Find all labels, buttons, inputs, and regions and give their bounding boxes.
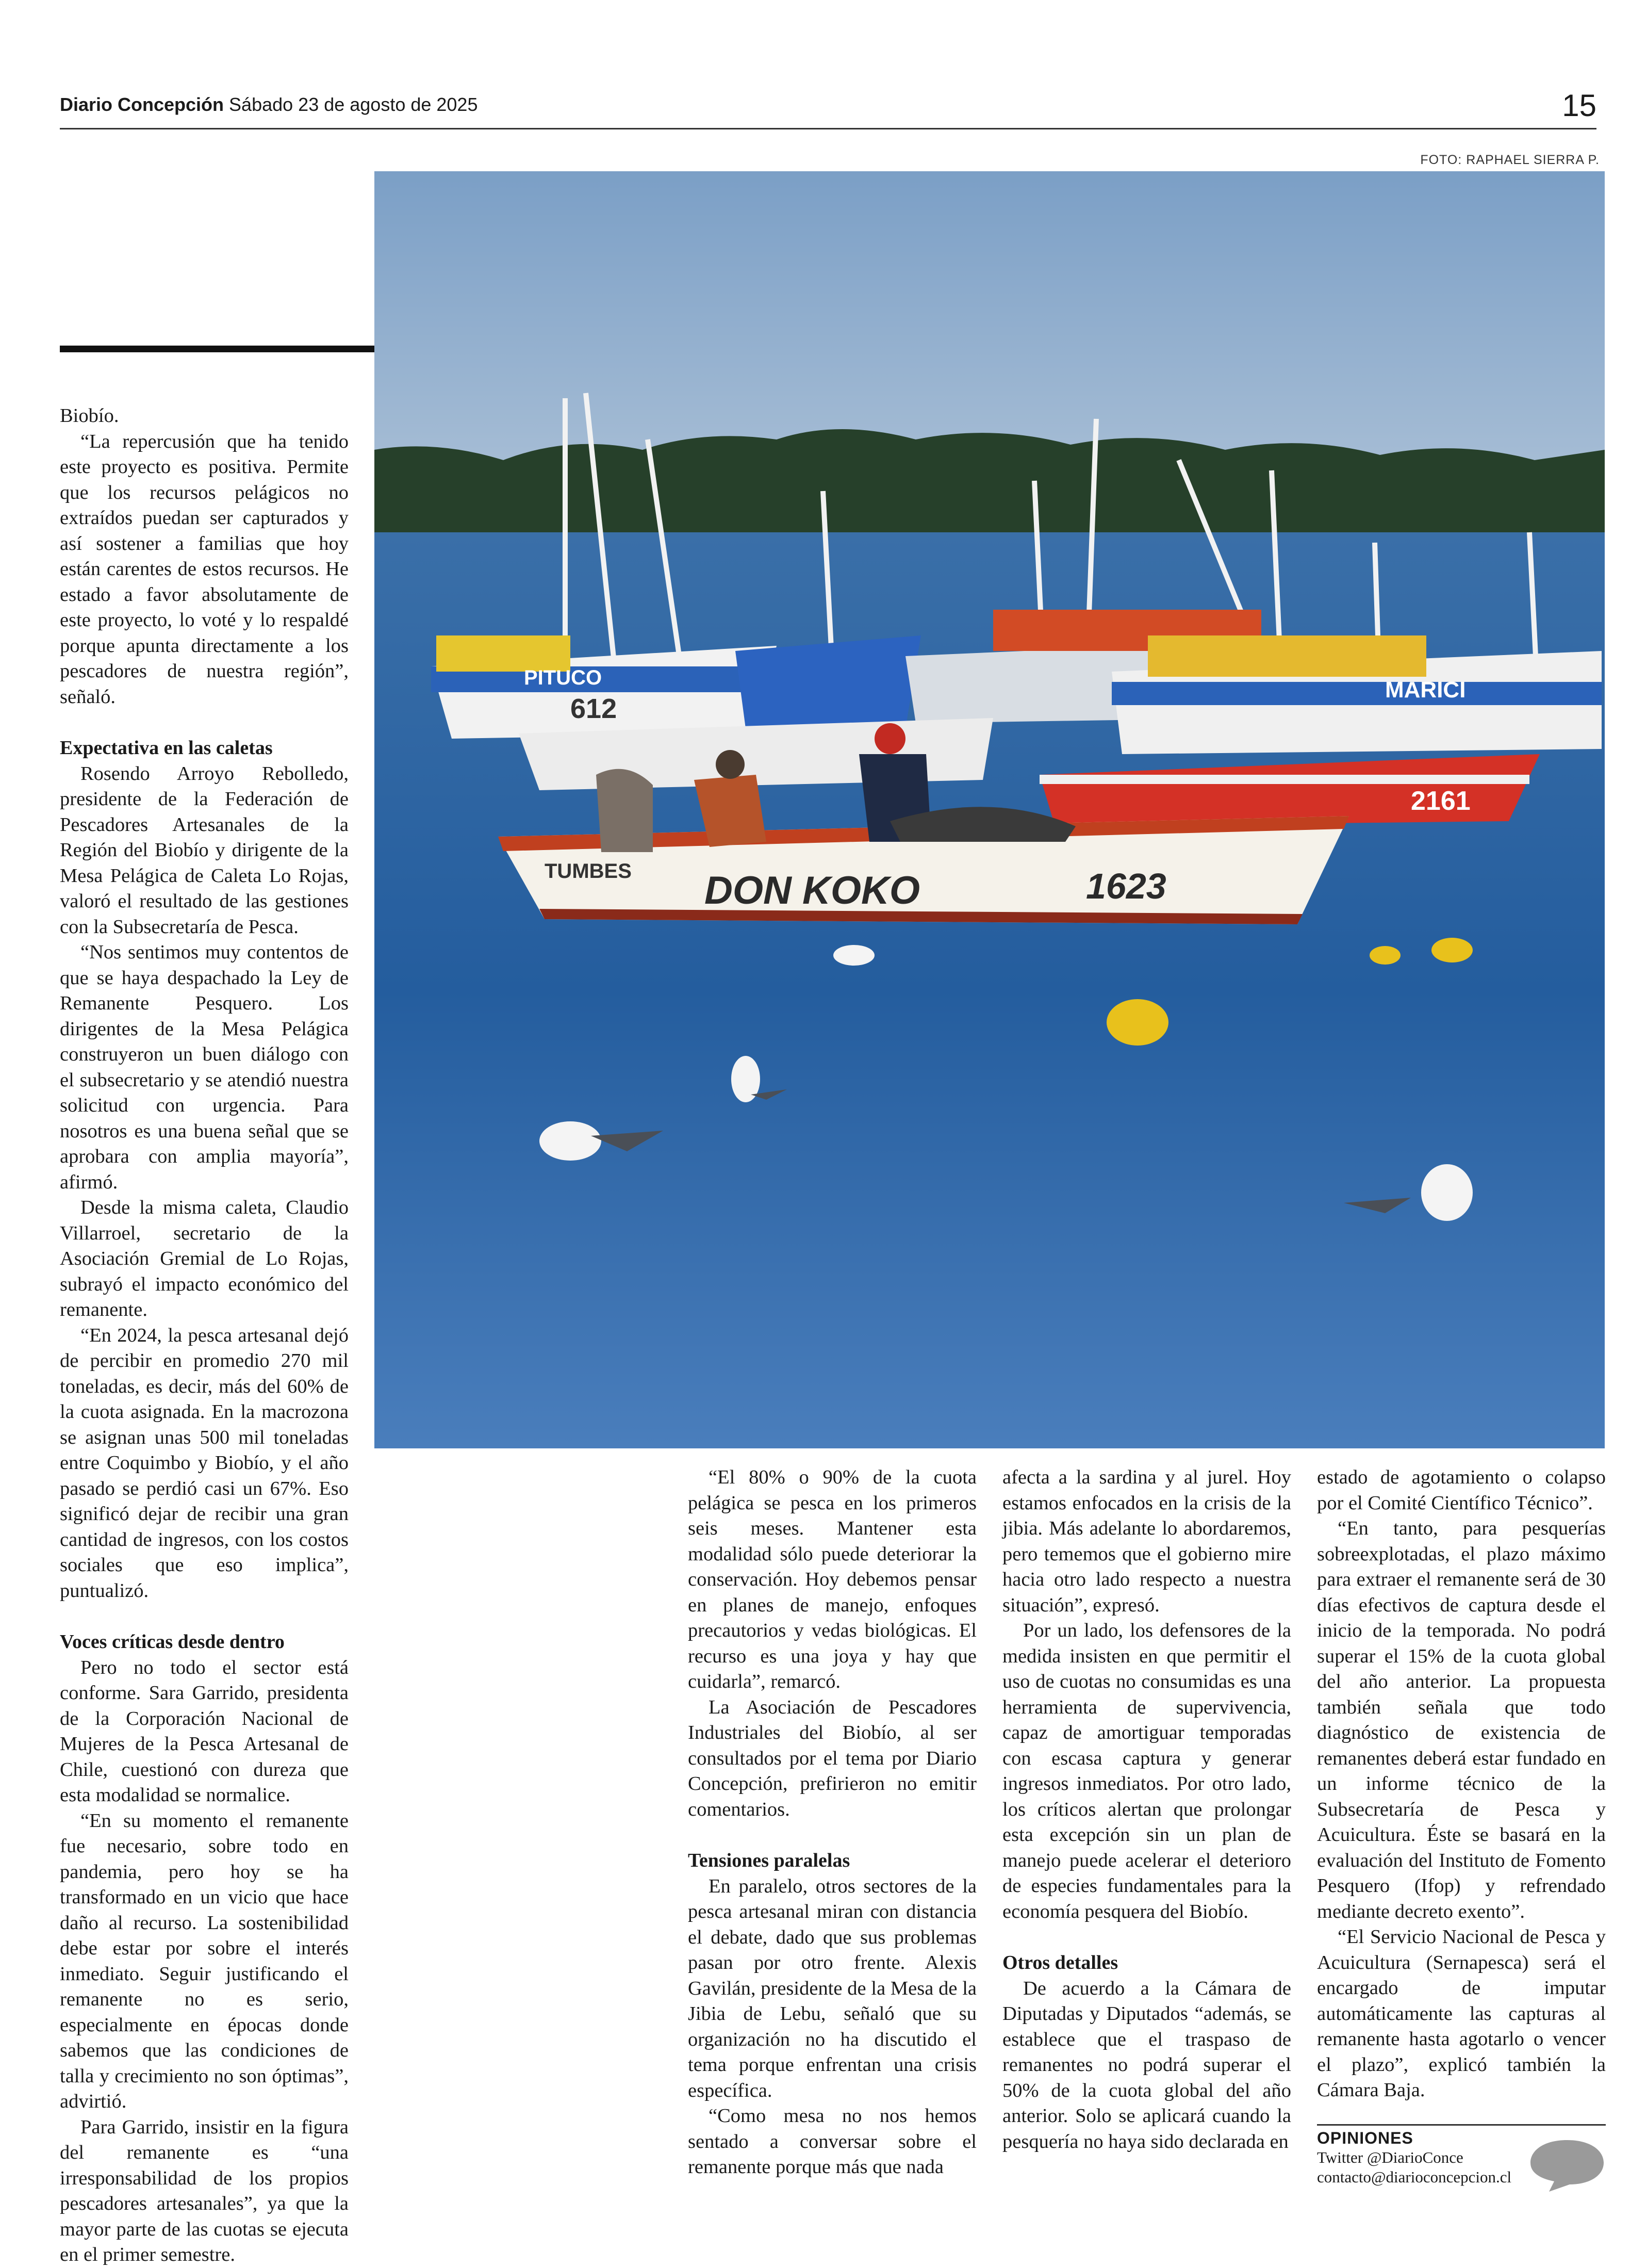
article-column-4 <box>1317 1465 1606 2103</box>
paragraph: “Como mesa no nos hemos sentado a conversar sobre el remanente porque más que nada <box>688 2105 977 2178</box>
paragraph: “En tanto, para pesquerías sobreexplotadas, el plazo máximo para extraer el remanente será de 30 días efectivos de captura desde el inicio de la temporada. No podrá superar el 15% de la cuota global del año anterior. La propuesta también señala que todo diagnóstico de existencia de remanentes deberá estar fundado en un informe técnico de la Subsecretaría de Pesca y Acuicultura. Éste se basará en la evaluación del Instituto de Fomento Pesquero (Ifop) y refrendado mediante decreto exento”. <box>1317 1518 1606 1922</box>
harbor-photo <box>374 171 1605 1448</box>
boat-number-2161: 2161 <box>1411 786 1471 816</box>
boat-name-don-koko: DON KOKO <box>704 869 920 912</box>
paragraph: De acuerdo a la Cámara de Diputadas y Diputados “además, se establece que el traspaso de remanentes no podrá superar el 50% de la cuota global del año anterior. Solo se aplicará cuando la pesquería no haya sido declarada en <box>1002 1977 1291 2152</box>
page-header <box>60 88 1596 129</box>
paragraph: “El Servicio Nacional de Pesca y Acuicultura (Sernapesca) será el encargado de imputar automáticamente las capturas al remanente hasta agotarlo o vencer el plazo”, explicó también la Cámara Baja. <box>1317 1926 1606 2101</box>
paragraph: Por un lado, los defensores de la medida insisten en que permitir el uso de cuotas no consumidas es una herramienta de supervivencia, capaz de amortiguar temporadas con escasa captura y generar ingresos inmediatos. Por otro lado, los críticos alertan que prolongar esta excepción sin un plan de manejo puede acelerar el deterioro de especies fundamentales para la economía pesquera del Biobío. <box>1002 1620 1291 1922</box>
paragraph: La Asociación de Pescadores Industriales del Biobío, al ser consultados por el tema por Diario Concepción, prefirieron no emitir comentarios. <box>688 1696 977 1820</box>
paragraph: Pero no todo el sector está conforme. Sara Garrido, presidenta de la Corporación Nacional de Mujeres de la Pesca Artesanal de Chile, cuestionó con dureza que esta modalidad se normalice. <box>60 1656 349 1806</box>
section-rule <box>60 346 374 352</box>
article-column-3 <box>1002 1465 1291 2155</box>
harbor-photo-illustration <box>374 171 1605 1448</box>
paragraph: afecta a la sardina y al jurel. Hoy estamos enfocados en la crisis de la jibia. Más adelante lo abordaremos, pero tememos que el gobierno mire hacia otro lado respecto a nuestra situación”, expresó. <box>1002 1466 1291 1616</box>
paragraph: Para Garrido, insistir en la figura del remanente es “una irresponsabilidad de los propios pescadores artesanales”, ya que la mayor parte de las cuotas se ejecuta en el primer semestre. <box>60 2116 349 2265</box>
paragraph: “En su momento el remanente fue necesario, sobre todo en pandemia, pero hoy se ha transformado en un vicio que hace daño al recurso. La sostenibilidad debe estar por sobre el interés inmediato. Seguir justificando el remanente no es serio, especialmente en épocas donde sabemos que las condiciones de talla y crecimiento no son óptimas”, advirtió. <box>60 1809 349 2112</box>
page-number: 15 <box>1562 88 1596 123</box>
paragraph: “En 2024, la pesca artesanal dejó de percibir en promedio 270 mil toneladas, es decir, más del 60% de la cuota asignada. En la macrozona se asignan unas 500 mil toneladas entre Coquimbo y Biobío, y el año pasado se perdió casi un 67%. Eso significó dejar de recibir una gran cantidad de ingresos, con los costos sociales que eso implica”, puntualizó. <box>60 1324 349 1602</box>
paragraph: Rosendo Arroyo Rebolledo, presidente de la Federación de Pescadores Artesanales de la Región del Biobío y dirigente de la Mesa Pelágica de Caleta Lo Rojas, valoró el resultado de las gestiones con la Subsecretaría de Pesca. <box>60 762 349 938</box>
twitter-handle[interactable]: Twitter @DiarioConce <box>1317 2148 1463 2166</box>
contact-email[interactable]: contacto@diarioconcepcion.cl <box>1317 2168 1512 2186</box>
boat-name-tumbes: TUMBES <box>545 860 632 883</box>
article-column-1 <box>60 403 349 2268</box>
boat-name-pituco: PITUCO <box>524 666 602 689</box>
speech-bubble-icon <box>1528 2136 1606 2193</box>
subheading-tensiones: Tensiones paralelas <box>688 1850 850 1871</box>
article-column-2 <box>688 1465 977 2180</box>
paragraph: “Nos sentimos muy contentos de que se haya despachado la Ley de Remanente Pesquero. Los dirigentes de la Mesa Pelágica construyeron un buen diálogo con el subsecretario y se atendió nuestra solicitud con urgencia. Para nosotros es una buena señal que se aprobara con amplia mayoría”, afirmó. <box>60 941 349 1193</box>
subheading-voces-criticas: Voces críticas desde dentro <box>60 1631 285 1653</box>
boat-number-1623: 1623 <box>1086 866 1166 906</box>
paragraph: “La repercusión que ha tenido este proyecto es positiva. Permite que los recursos pelágicos no extraídos puedan ser capturados y así sostener a familias que hoy están carentes de estos recursos. He estado a favor absolutamente de este proyecto, lo voté y lo respaldé porque apunta directamente a los pescadores de nuestra región”, señaló. <box>60 430 349 708</box>
boat-number-612: 612 <box>570 693 617 724</box>
paragraph: En paralelo, otros sectores de la pesca artesanal miran con distancia el debate, dado que sus problemas pasan por otro frente. Alexis Gavilán, presidente de la Mesa de la Jibia de Lebu, señaló que su organización no ha discutido el tema porque enfrentan una crisis específica. <box>688 1875 977 2101</box>
paragraph: Biobío. <box>60 405 119 427</box>
subheading-expectativa: Expectativa en las caletas <box>60 737 273 759</box>
issue-date: Sábado 23 de agosto de 2025 <box>229 94 478 115</box>
newspaper-name: Diario Concepción <box>60 94 224 115</box>
paragraph: “El 80% o 90% de la cuota pelágica se pesca en los primeros seis meses. Mantener esta modalidad sólo puede deteriorar la conservación. Hoy debemos pensar en planes de manejo, enfoques precautorios y vedas biológicas. El recurso es una joya y hay que cuidarla”, remarcó. <box>688 1466 977 1692</box>
subheading-otros-detalles: Otros detalles <box>1002 1952 1118 1973</box>
paragraph: Desde la misma caleta, Claudio Villarroel, secretario de la Asociación Gremial de Lo Rojas, subrayó el impacto económico del remanente. <box>60 1197 349 1320</box>
opinions-box <box>1317 2124 1606 2187</box>
paragraph: estado de agotamiento o colapso por el Comité Científico Técnico”. <box>1317 1466 1606 1514</box>
photo-credit: FOTO: RAPHAEL SIERRA P. <box>1420 153 1600 167</box>
boat-name-marici: MARICI <box>1385 677 1466 703</box>
opinions-title: OPINIONES <box>1317 2129 1413 2147</box>
